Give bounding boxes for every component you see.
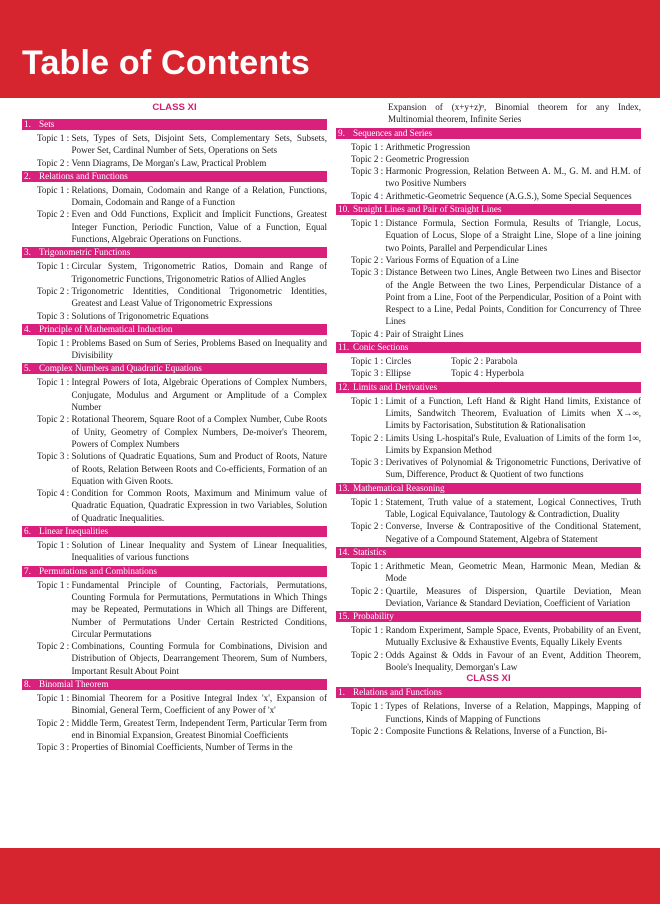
right-column xyxy=(336,101,641,737)
topic-label: Topic 1 : xyxy=(37,540,72,551)
section-number: 2. xyxy=(24,170,31,181)
section-list xyxy=(336,382,641,674)
topic-entry[interactable] xyxy=(22,413,327,450)
topic-label: Topic 2 : xyxy=(37,717,72,728)
topic-text: Condition for Common Roots, Maximum and Minimum value of Quadratic Equation, Quadratic Expression in two Variables, Solution of Quadratic Inequalities. xyxy=(71,488,327,523)
page-title: Table of Contents xyxy=(22,44,310,82)
topic-label: Topic 1 : xyxy=(351,395,386,406)
topic-label: Topic 2 : xyxy=(37,641,72,652)
topic-label: Topic 2 : xyxy=(351,521,386,532)
left-column xyxy=(22,101,327,753)
topic-text: Combinations, Counting Formula for Combinations, Division and Distribution of Objects, Dearrangement Theorem, Sum of Numbers, Important Result About Point xyxy=(71,641,327,676)
section-heading[interactable] xyxy=(336,687,641,698)
topic-label: Topic 2 : xyxy=(351,649,386,660)
topic-text: Composite Functions & Relations, Inverse of a Function, Bi- xyxy=(385,725,608,736)
section-heading[interactable] xyxy=(22,247,327,258)
topic-entry[interactable] xyxy=(336,585,641,610)
topic-entry[interactable] xyxy=(22,741,327,753)
topic-text: Distance Between two Lines, Angle Between two Lines and Bisector of the Angle Between the two Lines, Perpendicular Distance of a Point from a Line, Foot of the Perpendicular, Position of a Point with Respect to a Line, Pedal Points, Condition for Concurrency of Three Lines xyxy=(385,267,641,327)
topic-label: Topic 1 : xyxy=(37,377,72,388)
section-list xyxy=(336,687,641,737)
section-heading[interactable] xyxy=(22,679,327,690)
topic-text: Quartile, Measures of Dispersion, Quartile Deviation, Mean Deviation, Variance & Standard Deviation, Coefficient of Variation xyxy=(385,585,641,608)
section-number: 7. xyxy=(24,565,31,576)
topic-text: Derivatives of Polynomial & Trigonometric Functions, Derivative of Sum, Difference, Product & Quotient of two functions xyxy=(385,457,641,480)
section-number: 9. xyxy=(338,127,345,138)
topic-text: Even and Odd Functions, Explicit and Implicit Functions, Greatest Integer Function, Periodic Function, Value of a Function, Equal Functions, Algebraic Operations on Functions. xyxy=(71,209,327,245)
topic-text: Problems Based on Sum of Series, Problems Based on Inequality and Divisibility xyxy=(71,337,327,361)
topic-label: Topic 1 : xyxy=(351,560,386,571)
topic-label: Topic 1 : xyxy=(37,337,72,348)
section-heading[interactable] xyxy=(336,547,641,558)
topic-pair-row xyxy=(336,367,641,379)
section-title: Binomial Theorem xyxy=(39,678,109,689)
section-title: Mathematical Reasoning xyxy=(353,482,445,493)
topic-entry[interactable] xyxy=(336,254,641,266)
topic-label: Topic 1 : xyxy=(351,701,386,712)
topic-label: Topic 4 : xyxy=(351,190,386,201)
topic-label: Topic 1 : xyxy=(37,133,72,143)
topic-label: Topic 3 : xyxy=(351,166,386,177)
topic-entry[interactable] xyxy=(22,260,327,285)
topic-label: Topic 1 : xyxy=(37,579,72,590)
topic-entry[interactable] xyxy=(22,539,327,564)
topic-entry[interactable] xyxy=(22,157,327,169)
topic-text: Limit of a Function, Left Hand & Right Hand limits, Existance of Limits, Sandwitch Theorem, Evaluation of Limits when X→∞, Limits by Factorisation, Substitution & Rationalisation xyxy=(385,395,641,431)
topic-entry[interactable] xyxy=(22,376,327,413)
topic-label: Topic 2 : xyxy=(351,432,386,443)
header-banner xyxy=(0,0,660,98)
topic-entry[interactable] xyxy=(336,560,641,585)
topic-label: Topic 1 : xyxy=(351,496,386,507)
section-heading[interactable] xyxy=(336,611,641,622)
topic-entry[interactable] xyxy=(336,456,641,481)
section-number: 14. xyxy=(338,546,350,557)
topic-entry[interactable] xyxy=(336,432,641,457)
topic-entry[interactable] xyxy=(336,700,641,725)
section-number: 15. xyxy=(338,611,350,622)
topic-entry[interactable] xyxy=(336,165,641,190)
section-number: 1. xyxy=(338,687,345,698)
topic-entry[interactable]: Topic 2 : Parabola xyxy=(451,356,518,367)
topic-label: Topic 1 : xyxy=(351,141,386,152)
section-title: Linear Inequalities xyxy=(39,526,109,537)
topic-text: Types of Relations, Inverse of a Relation, Mappings, Mapping of Functions, Kinds of Mapping of Functions xyxy=(385,701,641,724)
class-title: CLASS XI xyxy=(466,673,511,685)
topic-entry[interactable] xyxy=(336,217,641,254)
section-title: Sets xyxy=(39,119,55,129)
topic-label: Topic 2 : xyxy=(351,254,386,265)
topic-text: Harmonic Progression, Relation Between A. M., G. M. and H.M. of two Positive Numbers xyxy=(385,166,641,189)
topic-label: Topic 4 : xyxy=(37,488,72,499)
topic-text: Converse, Inverse & Contrapositive of the Conditional Statement, Negative of a Compound Statement, Algebra of Statement xyxy=(385,521,641,544)
topic-entry[interactable] xyxy=(22,337,327,362)
topic-text: Distance Formula, Section Formula, Results of Triangle, Locus, Equation of Locus, Slope of a Straight Line, Slope of a line joining two Points, Parallel and Perpendicular Lines xyxy=(385,218,641,253)
section-heading[interactable] xyxy=(336,382,641,393)
topic-label: Topic 4 : xyxy=(351,328,386,339)
topic-text: Trigonometric Identities, Conditional Trigonometric Identities, Greatest and Least Value of Trigonometric Expressions xyxy=(71,285,327,309)
topic-label: Topic 3 : xyxy=(351,457,386,468)
topic-text: Solutions of Quadratic Equations, Sum and Product of Roots, Nature of Roots, Relation Between Roots and Co-efficients, Formation of an Equation with Given Roots. xyxy=(71,451,327,486)
section-title: Principle of Mathematical Induction xyxy=(39,323,173,334)
topic-text: Sets, Types of Sets, Disjoint Sets, Complementary Sets, Subsets, Power Set, Cardinal Number of Sets, Operations on Sets xyxy=(71,133,327,156)
topic-label: Topic 2 : xyxy=(37,209,72,220)
topic-entry[interactable] xyxy=(336,190,641,202)
section-title: Permutations and Combinations xyxy=(39,565,157,576)
section-title: Complex Numbers and Quadratic Equations xyxy=(39,363,202,374)
topic-text: Venn Diagrams, De Morgan's Law, Practical Problem xyxy=(71,157,267,168)
topic-text: Statement, Truth value of a statement, Logical Connectives, Truth Table, Logical Equivalance, Tautology & Contradiction, Duality xyxy=(385,496,641,520)
topic-entry[interactable] xyxy=(336,496,641,521)
topic-entry[interactable] xyxy=(336,328,641,340)
section-number: 6. xyxy=(24,526,31,537)
topic-entry[interactable] xyxy=(22,310,327,322)
section-list xyxy=(336,128,641,340)
section-number: 4. xyxy=(24,323,31,334)
topic-label: Topic 1 : xyxy=(37,692,72,703)
topic-entry[interactable] xyxy=(22,132,327,157)
topic-pair-row xyxy=(336,355,641,367)
topic-label: Topic 3 : xyxy=(37,451,72,462)
topic-text: Relations, Domain, Codomain and Range of a Relation, Functions, Domain, Codomain and Range of a Function xyxy=(71,184,327,208)
topic-label: Topic 2 : xyxy=(351,725,386,736)
topic-text: Arithmetic Mean, Geometric Mean, Harmonic Mean, Median & Mode xyxy=(385,560,641,584)
section-number: 13. xyxy=(338,482,350,493)
topic-entry[interactable]: Topic 4 : Hyperbola xyxy=(451,368,524,379)
topic-entry[interactable] xyxy=(336,624,641,649)
topic-entry[interactable] xyxy=(22,450,327,487)
topic-text: Arithmetic-Geometric Sequence (A.G.S.), Some Special Sequences xyxy=(385,190,632,201)
topic-label: Topic 3 : xyxy=(37,310,72,321)
section-title: Relations and Functions xyxy=(39,170,128,181)
section-heading[interactable] xyxy=(22,363,327,374)
section-heading[interactable] xyxy=(22,566,327,577)
topic-text: Various Forms of Equation of a Line xyxy=(385,254,519,265)
section-title: Statistics xyxy=(353,546,387,557)
topic-text: Geometric Progression xyxy=(385,153,470,164)
topic-text: Random Experiment, Sample Space, Events, Probability of an Event, Mutually Exclusive & Exhaustive Events, Equally Likely Events xyxy=(385,625,641,648)
section-title: Limits and Derivatives xyxy=(353,381,438,392)
section-number: 10. xyxy=(338,204,350,215)
section-list xyxy=(22,119,327,753)
topic-text: Odds Against & Odds in Favour of an Event, Addition Theorem, Boole's Inequality, Demorgan's Law xyxy=(385,649,641,672)
topic-entry[interactable]: Topic 3 : Ellipse xyxy=(351,368,411,379)
topic-entry[interactable] xyxy=(336,520,641,545)
topic-label: Topic 1 : xyxy=(351,218,386,229)
topic-entry[interactable] xyxy=(22,692,327,717)
topic-label: Topic 2 : xyxy=(351,585,386,596)
class-title: CLASS XI xyxy=(152,102,197,113)
topic-text: Limits Using L-hospital's Rule, Evaluation of Limits of the form 1∞, Limits by Expansion Method xyxy=(385,432,641,455)
topic-text: Arithmetic Progression xyxy=(385,141,471,152)
section-number: 5. xyxy=(24,363,31,374)
section-title: Probability xyxy=(353,611,394,622)
topic-entry[interactable] xyxy=(22,579,327,640)
topic-text: Middle Term, Greatest Term, Independent Term, Particular Term from end in Binomial Expansion, Greatest Binomial Coefficients xyxy=(71,717,327,740)
topic-entry[interactable] xyxy=(336,395,641,432)
topic-label: Topic 1 : xyxy=(37,184,72,195)
footer-banner xyxy=(0,848,660,904)
topic-entry[interactable] xyxy=(22,717,327,742)
topic-entry[interactable] xyxy=(336,266,641,327)
topic-label: Topic 2 : xyxy=(37,157,72,168)
topic-entry[interactable] xyxy=(22,184,327,209)
topic-continuation: Expansion of (x+y+z)ⁿ, Binomial theorem for any Index, Multinomial theorem, Infinite Series xyxy=(388,102,641,125)
section-heading[interactable] xyxy=(22,324,327,335)
topic-text: Solution of Linear Inequality and System of Linear Inequalities, Inequalities of various functions xyxy=(71,540,327,563)
section-title: Relations and Functions xyxy=(353,687,442,698)
section-title: Sequences and Series xyxy=(353,127,433,138)
section-number: 11. xyxy=(338,342,350,353)
topic-entry[interactable]: Topic 1 : Circles xyxy=(351,356,412,367)
section-number: 1. xyxy=(24,119,31,129)
topic-label: Topic 2 : xyxy=(37,414,72,425)
topic-entry[interactable] xyxy=(22,285,327,310)
topic-entry[interactable] xyxy=(336,725,641,737)
topic-entry[interactable] xyxy=(22,208,327,245)
section-title: Straight Lines and Pair of Straight Lines xyxy=(353,204,502,215)
topic-entry[interactable] xyxy=(22,640,327,677)
topic-entry[interactable] xyxy=(336,153,641,165)
section-number: 8. xyxy=(24,678,31,689)
section-number: 12. xyxy=(338,381,350,392)
section-number: 3. xyxy=(24,247,31,258)
topic-text: Properties of Binomial Coefficients, Number of Terms in the xyxy=(71,742,293,753)
section-heading[interactable] xyxy=(336,342,641,353)
topic-text: Binomial Theorem for a Positive Integral Index 'x', Expansion of Binomial, General Term, Coefficient of any Power of 'x' xyxy=(71,692,327,716)
section-title: Trigonometric Functions xyxy=(39,247,131,258)
section-heading[interactable] xyxy=(22,171,327,182)
topic-label: Topic 2 : xyxy=(351,153,386,164)
topic-entry[interactable] xyxy=(336,141,641,153)
topic-text: Solutions of Trigonometric Equations xyxy=(71,310,209,321)
topic-label: Topic 3 : xyxy=(351,267,386,278)
section-heading[interactable] xyxy=(336,483,641,494)
topic-label: Topic 1 : xyxy=(351,625,386,636)
topic-label: Topic 3 : xyxy=(37,742,72,753)
section-heading[interactable] xyxy=(22,526,327,537)
topic-label: Topic 2 : xyxy=(37,285,72,296)
topic-text: Fundamental Principle of Counting, Factorials, Permutations, Counting Formula for Permutations, Permutations in Which Things may be Repeated, Permutations in Which all Things are Different, Number of Permutations Under Certain Restricted Conditions, Circular Permutations xyxy=(71,579,327,639)
topic-text: Circular System, Trigonometric Ratios, Domain and Range of Trigonometric Functions, Trigonometric Ratios of Allied Angles xyxy=(71,261,327,284)
topic-text: Pair of Straight Lines xyxy=(385,328,464,339)
topic-entry[interactable] xyxy=(22,487,327,524)
topic-entry[interactable] xyxy=(336,649,641,674)
topic-text: Integral Powers of Iota, Algebraic Operations of Complex Numbers, Conjugate, Modulus and Argument or Amplitude of a Complex Number xyxy=(71,377,327,413)
section-heading[interactable] xyxy=(336,128,641,139)
topic-label: Topic 1 : xyxy=(37,261,72,272)
section-heading[interactable] xyxy=(22,119,327,130)
topic-text: Rotational Theorem, Square Root of a Complex Number, Cube Roots of Unity, Geometry of Complex Numbers, De-moiver's Theorem, Powers of Complex Numbers xyxy=(71,414,327,449)
section-heading[interactable] xyxy=(336,204,641,215)
section-title: Conic Sections xyxy=(353,342,409,353)
